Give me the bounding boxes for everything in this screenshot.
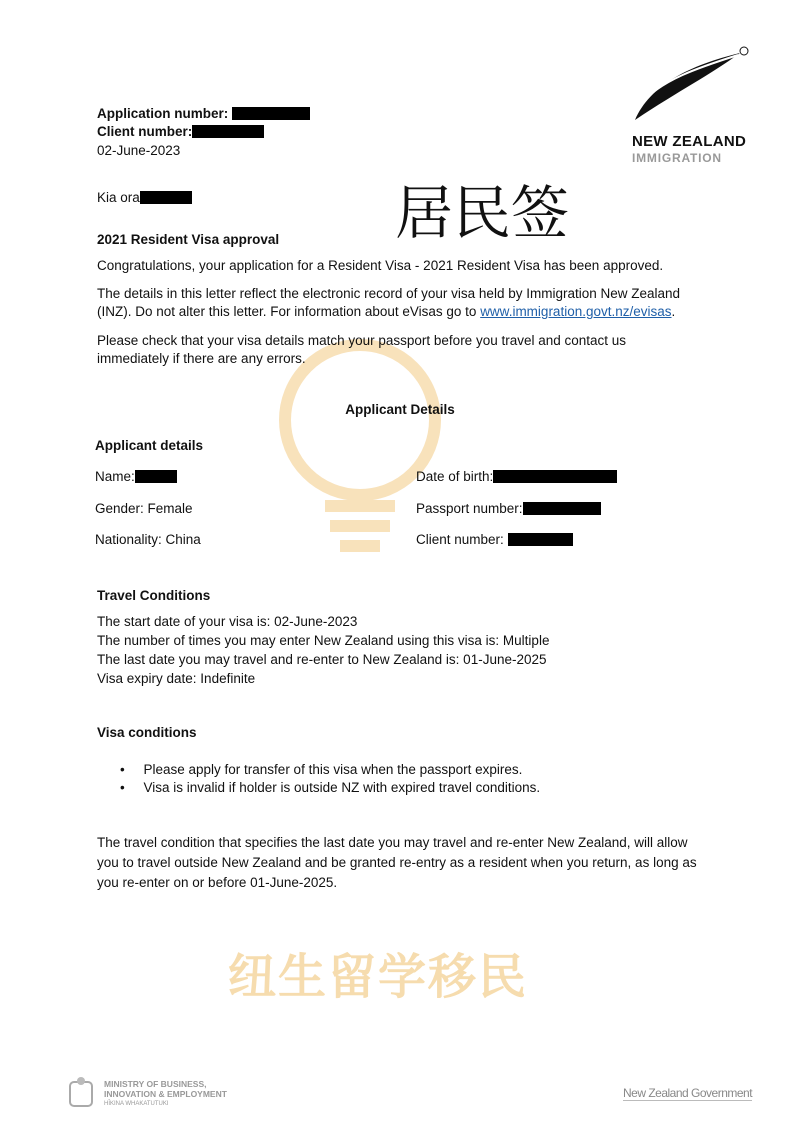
applicant-section-title: Applicant Details bbox=[345, 402, 455, 417]
para-details-2: (INZ). Do not alter this letter. For information about eVisas go to www.immigration.govt.nz/evisas. bbox=[97, 304, 676, 319]
silver-fern-logo-icon bbox=[630, 45, 750, 125]
coat-of-arms-icon bbox=[64, 1076, 98, 1110]
visa-conditions-title: Visa conditions bbox=[97, 725, 197, 740]
closing-line: The travel condition that specifies the last date you may travel and re-enter New Zealand, will allow bbox=[97, 835, 688, 850]
applicant-name: Name: bbox=[95, 467, 177, 486]
para-congrats: Congratulations, your application for a Resident Visa - 2021 Resident Visa has been approved. bbox=[97, 258, 664, 273]
nz-government-logo: New Zealand Government bbox=[623, 1086, 753, 1100]
applicant-passport: Passport number: bbox=[416, 499, 601, 518]
travel-line: The start date of your visa is: 02-June-2023 bbox=[97, 614, 358, 629]
applicant-subtitle: Applicant details bbox=[95, 438, 204, 453]
overlay-title: 居民签 bbox=[395, 179, 570, 247]
logo-text: NEW ZEALAND bbox=[632, 133, 747, 150]
greeting: Kia ora bbox=[97, 188, 192, 207]
applicant-dob: Date of birth: bbox=[416, 467, 617, 486]
evisas-link[interactable]: www.immigration.govt.nz/evisas bbox=[480, 304, 672, 319]
travel-title: Travel Conditions bbox=[97, 588, 211, 603]
applicant-nationality: Nationality: China bbox=[95, 532, 201, 547]
condition-item: • Visa is invalid if holder is outside NZ with expired travel conditions. bbox=[120, 780, 541, 795]
applicant-client: Client number: bbox=[416, 530, 573, 549]
closing-line: you to travel outside New Zealand and be granted re-entry as a resident when you return, as long as bbox=[97, 855, 697, 870]
closing-line: you re-enter on or before 01-June-2025. bbox=[97, 875, 338, 890]
watermark-text: 纽生留学移民 bbox=[228, 951, 529, 1004]
para-details-1: The details in this letter reflect the electronic record of your visa held by Immigration New Zealand bbox=[97, 286, 681, 301]
travel-line: The number of times you may enter New Zealand using this visa is: Multiple bbox=[97, 633, 550, 648]
mbie-logo-text: MINISTRY OF BUSINESS, INNOVATION & EMPLOYMENT HĪKINA WHAKATUTUKI bbox=[104, 1079, 227, 1107]
letter-date: 02-June-2023 bbox=[97, 143, 181, 158]
para-check-1: Please check that your visa details match your passport before you travel and contact us bbox=[97, 333, 627, 348]
logo-subtext: IMMIGRATION bbox=[632, 151, 722, 165]
client-number: Client number: bbox=[97, 122, 264, 141]
travel-line: The last date you may travel and re-enter to New Zealand is: 01-June-2025 bbox=[97, 652, 547, 667]
travel-line: Visa expiry date: Indefinite bbox=[97, 671, 256, 686]
para-check-2: immediately if there are any errors. bbox=[97, 351, 306, 366]
subject: 2021 Resident Visa approval bbox=[97, 232, 280, 247]
condition-item: • Please apply for transfer of this visa when the passport expires. bbox=[120, 762, 523, 777]
application-number: Application number: bbox=[97, 104, 310, 123]
applicant-gender: Gender: Female bbox=[95, 501, 193, 516]
